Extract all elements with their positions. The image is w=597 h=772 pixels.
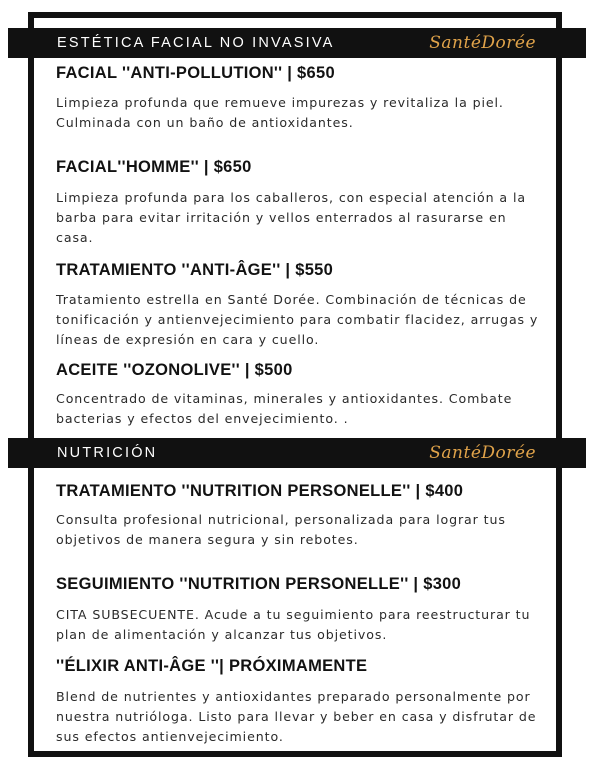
service-title: FACIAL ''ANTI-POLLUTION'' | $650 xyxy=(56,64,335,82)
service-description: Tratamiento estrella en Santé Dorée. Combinación de técnicas de tonificación y antienvejecimiento para combatir flacidez, arrugas y líneas de expresión en cara y cuello. xyxy=(56,292,539,347)
section-title: ESTÉTICA FACIAL NO INVASIVA xyxy=(57,35,335,51)
service-title: ''ÉLIXIR ANTI-ÂGE ''| PRÓXIMAMENTE xyxy=(56,657,368,675)
section-title: NUTRICIÓN xyxy=(57,445,158,461)
service-description: Blend de nutrientes y antioxidantes preparado personalmente por nuestra nutrióloga. Listo para llevar y beber en casa y disfrutar de sus efectos antienvejecimiento. xyxy=(56,689,537,744)
service-title: TRATAMIENTO ''ANTI-ÂGE'' | $550 xyxy=(56,261,334,279)
service-title: TRATAMIENTO ''NUTRITION PERSONELLE'' | $400 xyxy=(56,482,464,500)
section-header-estetica xyxy=(8,28,586,58)
service-title: ACEITE ''OZONOLIVE'' | $500 xyxy=(56,361,293,379)
section-header-nutricion xyxy=(8,438,586,468)
brand-logo: SantéDorée xyxy=(429,33,536,53)
service-description: Concentrado de vitaminas, minerales y antioxidantes. Combate bacterias y efectos del envejecimiento. . xyxy=(56,391,513,426)
service-description: Limpieza profunda que remueve impurezas y revitaliza la piel. Culminada con un baño de antioxidantes. xyxy=(56,95,504,130)
service-title: SEGUIMIENTO ''NUTRITION PERSONELLE'' | $300 xyxy=(56,575,462,593)
brand-logo: SantéDorée xyxy=(429,443,536,463)
service-description: Limpieza profunda para los caballeros, con especial atención a la barba para evitar irritación y vellos enterrados al rasurarse en casa. xyxy=(56,190,526,245)
service-description: CITA SUBSECUENTE. Acude a tu seguimiento para reestructurar tu plan de alimentación y alcanzar tus objetivos. xyxy=(56,607,531,642)
service-title: FACIAL''HOMME'' | $650 xyxy=(56,158,252,176)
service-description: Consulta profesional nutricional, personalizada para lograr tus objetivos de manera segura y sin rebotes. xyxy=(56,512,506,547)
